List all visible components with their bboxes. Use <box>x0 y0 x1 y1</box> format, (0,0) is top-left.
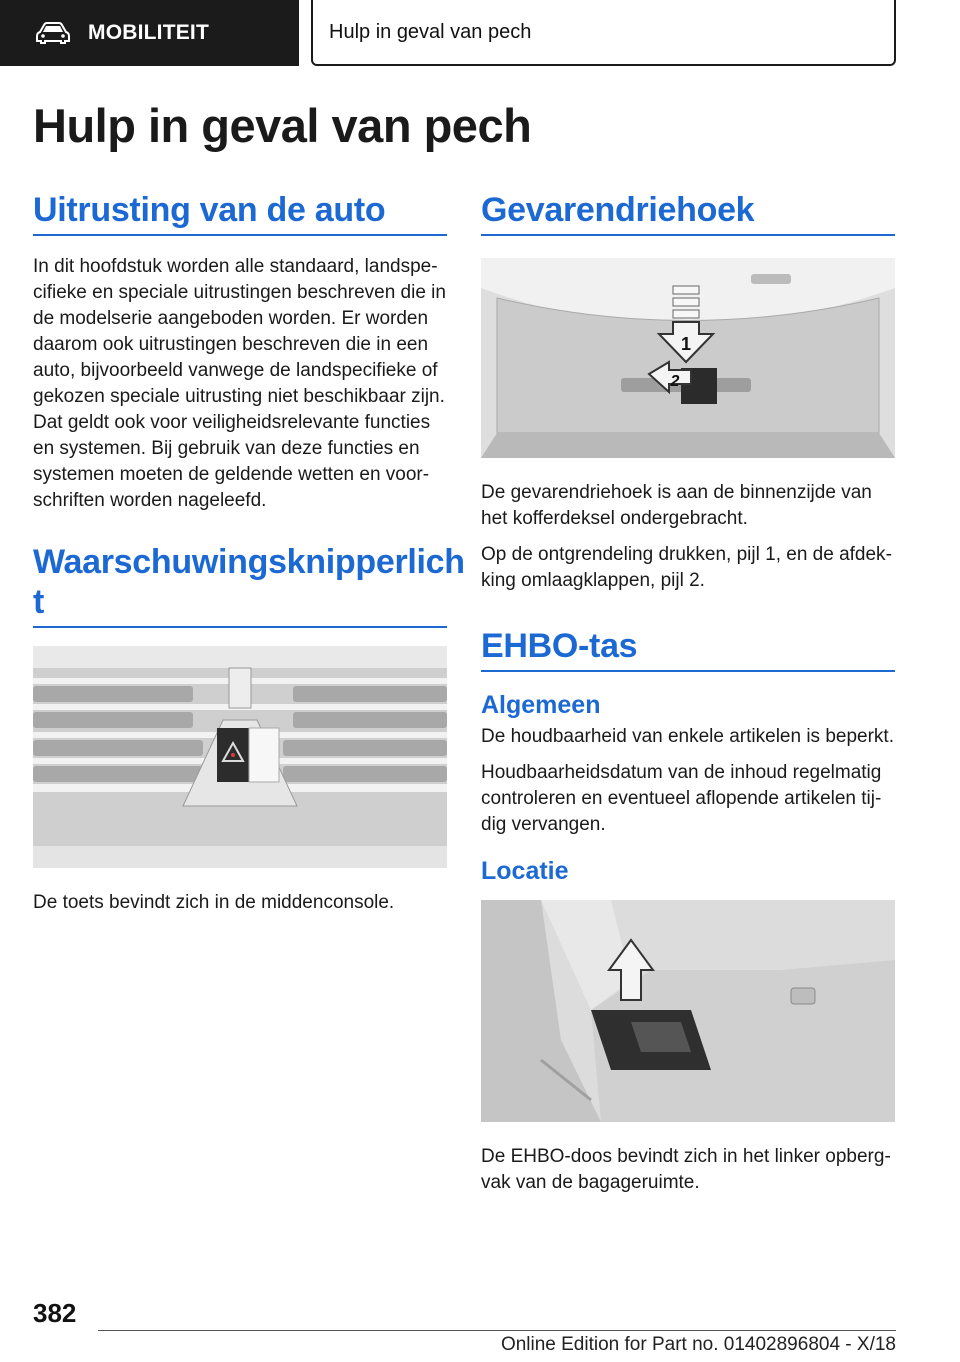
first-aid-heading: EHBO-tas <box>481 626 895 672</box>
hazard-heading-line2: t <box>33 583 45 621</box>
triangle-text-1: De gevarendriehoek is aan de binnenzijde van het kofferdeksel ondergebracht. <box>481 482 872 529</box>
hazard-switch-image <box>33 646 447 868</box>
hazard-heading-line1: Waarschuwingsknipperlich <box>33 543 465 581</box>
left-column <box>33 190 465 926</box>
warning-triangle-heading: Gevarendriehoek <box>481 190 895 236</box>
arrow-2-label: 2 <box>670 373 680 390</box>
general-heading: Algemeen <box>481 691 601 719</box>
first-aid-location-image <box>481 900 895 1122</box>
hazard-light-heading <box>33 542 465 628</box>
breadcrumb-label: Hulp in geval van pech <box>329 20 532 43</box>
location-heading: Locatie <box>481 857 569 885</box>
general-text-2: Houdbaarheidsdatum van de inhoud regelmatig controleren en eventueel aflopende artikelen tijdig vervangen. <box>481 762 882 835</box>
page-number: 382 <box>33 1298 77 1328</box>
equipment-heading: Uitrusting van de auto <box>33 190 447 236</box>
edition-label: Online Edition for Part no. 01402896804 - X/18 <box>500 1334 896 1355</box>
footer-divider <box>98 1330 896 1331</box>
general-text-1: De houdbaarheid van enkele artikelen is beperkt. <box>481 726 894 747</box>
right-column <box>481 190 895 1206</box>
triangle-text-2: Op de ontgrendeling drukken, pijl 1, en de afdekking omlaagklappen, pijl 2. <box>481 544 892 591</box>
breadcrumb <box>311 0 896 66</box>
warning-triangle-image <box>481 258 895 458</box>
hazard-text: De toets bevindt zich in de middenconsole. <box>33 892 395 913</box>
page-title: Hulp in geval van pech <box>33 99 532 152</box>
location-text: De EHBO-doos bevindt zich in het linker opbergvak van de bagageruimte. <box>481 1146 891 1193</box>
car-icon <box>36 22 70 44</box>
section-tab[interactable] <box>0 0 299 66</box>
section-label: MOBILITEIT <box>88 21 209 44</box>
arrow-1-label: 1 <box>680 334 692 354</box>
equipment-text: In dit hoofdstuk worden alle standaard, landspecifieke en speciale uitrustingen beschreven die in de modelserie aangeboden worden. Er worden daarom ook uitrustingen beschreven die in een auto, bijvoorbeeld vanwege de landspecifieke of gekozen speciale uitrusting niet beschikbaar zijn. Dat geldt ook voor veiligheidsrelevante functies en systemen. Bij gebruik van deze functies en systemen moeten de geldende wetten en voorschriften worden nageleefd. <box>33 256 446 511</box>
